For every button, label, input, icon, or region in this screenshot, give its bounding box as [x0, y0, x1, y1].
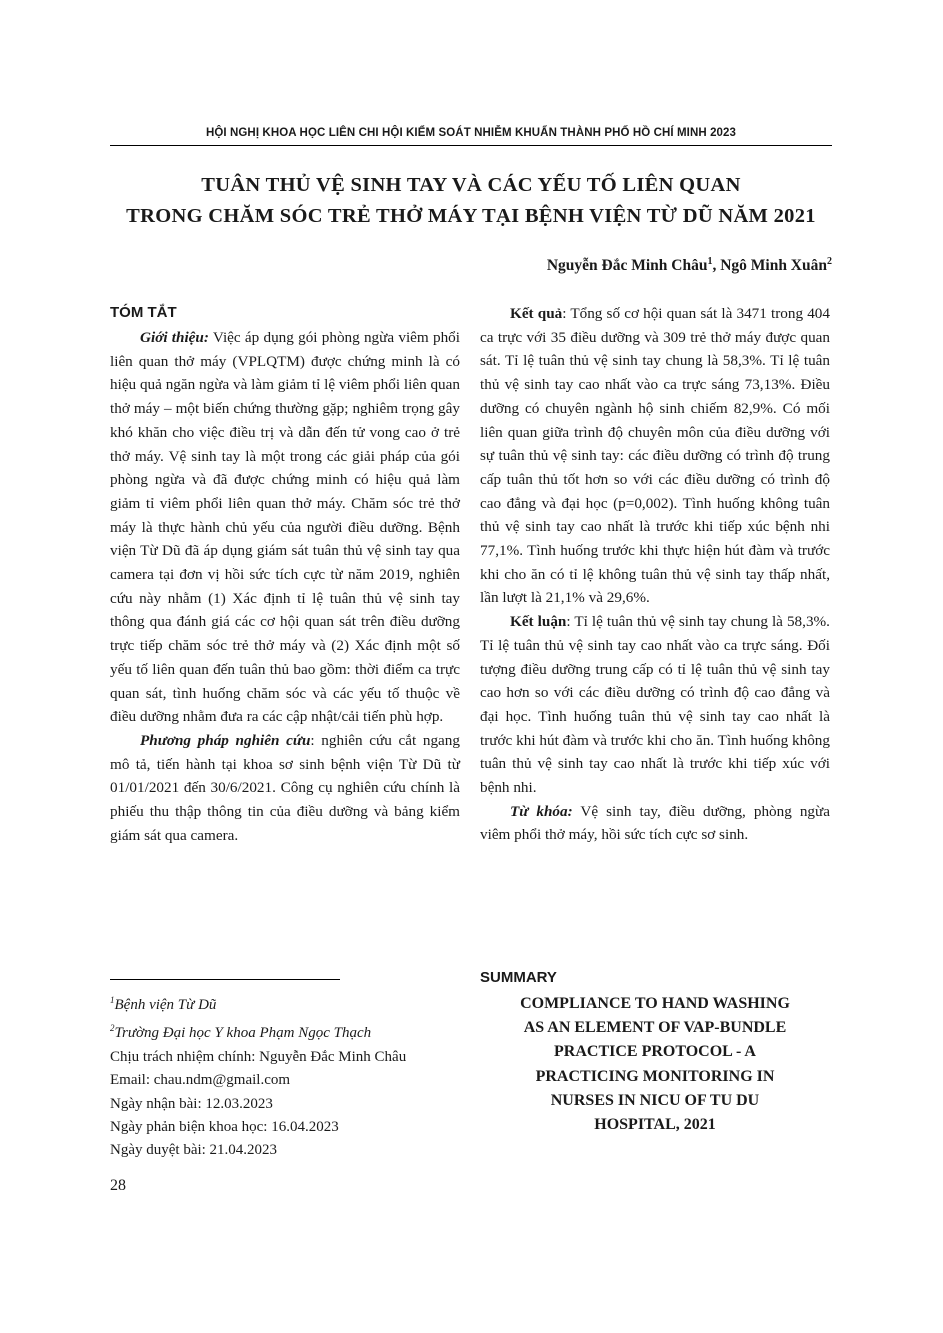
- abstract-keywords: [480, 800, 830, 847]
- abstract-right-column: [480, 302, 830, 847]
- abstract-heading: TÓM TẮT: [110, 304, 177, 321]
- contact-email: Email: chau.ndm@gmail.com: [110, 1072, 291, 1089]
- affiliation-2-text: Trường Đại học Y khoa Phạm Ngọc Thạch: [114, 1025, 372, 1042]
- affiliation-2-marker: 2: [110, 1023, 115, 1034]
- article-title-line-1: TUÂN THỦ VỆ SINH TAY VÀ CÁC YẾU TỐ LIÊN QUAN: [201, 174, 741, 196]
- keywords-text: Vệ sinh tay, điều dưỡng, phòng ngừa viêm phổi thở máy, hồi sức tích cực sơ sinh.: [480, 802, 831, 844]
- page-number: 28: [110, 1177, 126, 1194]
- received-date: Ngày nhận bài: 12.03.2023: [110, 1095, 273, 1112]
- english-title-line: HOSPITAL, 2021: [594, 1116, 716, 1134]
- review-date: Ngày phản biện khoa học: 16.04.2023: [110, 1119, 339, 1136]
- author-separator: ,: [712, 257, 721, 275]
- keywords-label: Từ khóa:: [510, 802, 573, 820]
- methods-label: Phương pháp nghiên cứu: [140, 731, 311, 749]
- results-label: Kết quả: [510, 305, 563, 322]
- english-title-line: COMPLIANCE TO HAND WASHING: [520, 995, 790, 1012]
- footnote-divider: [110, 979, 340, 980]
- conclusion-text: : Tỉ lệ tuân thủ vệ sinh tay chung là 58,3%. Tỉ lệ tuân thủ vệ sinh tay cao nhất vào ca trực sáng. Đối tượng điều dưỡng trung cấp có tỉ lệ tuân thủ vệ sinh tay cao hơn so với các điều dưỡng có trình độ cao đẳng và đại học. Tình huống tuân thủ vệ sinh tay cao nhất là trước khi hút đàm và trước khi cho ăn. Tình huống không tuân thủ vệ sinh tay cao nhất là trước khi tiếp xúc với bệnh nhi.: [480, 613, 830, 797]
- author-list: [547, 256, 832, 275]
- affiliation-1: [110, 989, 460, 1017]
- affiliation-2: [110, 1017, 460, 1045]
- english-title-line: PRACTICING MONITORING IN: [535, 1067, 775, 1085]
- affiliation-1-marker: 1: [110, 995, 115, 1005]
- conclusion-label: Kết luận: [510, 613, 567, 631]
- english-title-line: AS AN ELEMENT OF VAP-BUNDLE: [523, 1019, 787, 1037]
- author-name: Nguyễn Đắc Minh Châu: [546, 257, 708, 275]
- results-text: : Tổng số cơ hội quan sát là 3471 trong 404 ca trực với 35 điều dưỡng và 309 trẻ thở máy được quan sát. Tỉ lệ tuân thủ vệ sinh tay chung là 58,3%. Tỉ lệ tuân thủ vệ sinh tay cao nhất vào ca trực sáng 73,13%. Điều dưỡng có chuyên ngành hộ sinh chiếm 82,9%. Có mối liên quan giữa trình độ chuyên môn của điều dưỡng với sự tuân thủ vệ sinh tay: các điều dưỡng có trình độ trung cấp tuân thủ tốt hơn so với các điều dưỡng có trình độ cao đẳng và đại học (p=0,002). Tình huống không tuân thủ vệ sinh tay cao nhất là trước khi tiếp xúc bệnh nhi 77,1%. Tình huống trước khi thực hiện hút đàm và trước khi cho ăn có tỉ lệ không tuân thủ vệ sinh tay thấp nhất, lần lượt là 21,1% và 29,6%.: [480, 305, 830, 607]
- methods-text: : nghiên cứu cắt ngang mô tả, tiến hành tại khoa sơ sinh bệnh viện Từ Dũ từ 01/01/2021 đến 30/6/2021. Công cụ nghiên cứu chính là phiếu thu thập thông tin của điều dưỡng và bảng kiểm giám sát qua camera.: [110, 731, 460, 844]
- abstract-introduction: [110, 326, 460, 729]
- abstract-conclusion: [480, 610, 830, 800]
- affiliation-marker: 2: [827, 256, 832, 267]
- footnotes: [110, 989, 460, 1163]
- affiliation-1-text: Bệnh viện Từ Dũ: [114, 997, 217, 1013]
- article-title-line-2: TRONG CHĂM SÓC TRẺ THỞ MÁY TẠI BỆNH VIỆN TỪ DŨ NĂM 2021: [126, 205, 816, 227]
- author-name: Ngô Minh Xuân: [720, 257, 827, 275]
- abstract-results: [480, 302, 830, 610]
- abstract-left-column: [110, 302, 460, 847]
- article-title: [110, 170, 832, 232]
- introduction-text: Việc áp dụng gói phòng ngừa viêm phổi liên quan thở máy (VPLQTM) được chứng minh là có hiệu quả ngăn ngừa và làm giảm tỉ lệ viêm phổi liên quan thở máy – một biến chứng thường gặp; nghiêm trọng gây khó khăn cho việc điều trị và dẫn đến tử vong cao ở trẻ thở máy. Vệ sinh tay là một trong các giải pháp của gói phòng ngừa và đã được chứng minh có hiệu quả làm giảm tỉ viêm phổi liên quan thở máy. Chăm sóc trẻ thở máy là thực hành chủ yếu của người điều dưỡng. Bệnh viện Từ Dũ đã áp dụng giám sát tuân thủ vệ sinh tay qua camera tại đơn vị hồi sức tích cực từ năm 2019, nghiên cứu này nhằm (1) Xác định tỉ lệ tuân thủ vệ sinh tay thông qua đánh giá các cơ hội quan sát trên điều dưỡng trực tiếp chăm sóc trẻ thở máy và (2) Xác định một số yếu tố liên quan đến tuân thủ bao gồm: thời điểm ca trực quan sát, tình huống chăm sóc và các yếu tố thuộc về điều dưỡng nhằm đưa ra các cập nhật/cải tiến phù hợp.: [110, 329, 460, 726]
- english-title: [480, 992, 830, 1137]
- introduction-label: Giới thiệu:: [140, 329, 209, 346]
- accepted-date: Ngày duyệt bài: 21.04.2023: [110, 1142, 278, 1159]
- corresponding-author: Chịu trách nhiệm chính: Nguyễn Đắc Minh Châu: [110, 1048, 407, 1065]
- summary-heading: SUMMARY: [480, 969, 557, 986]
- english-title-line: NURSES IN NICU OF TU DU: [550, 1091, 760, 1109]
- affiliation-marker: 1: [707, 256, 713, 267]
- running-header: HỘI NGHỊ KHOA HỌC LIÊN CHI HỘI KIỂM SOÁT NHIỄM KHUẨN THÀNH PHỐ HỒ CHÍ MINH 2023: [205, 127, 737, 139]
- abstract-methods: [110, 729, 460, 848]
- header-divider: [110, 145, 832, 146]
- english-title-line: PRACTICE PROTOCOL - A: [554, 1043, 756, 1061]
